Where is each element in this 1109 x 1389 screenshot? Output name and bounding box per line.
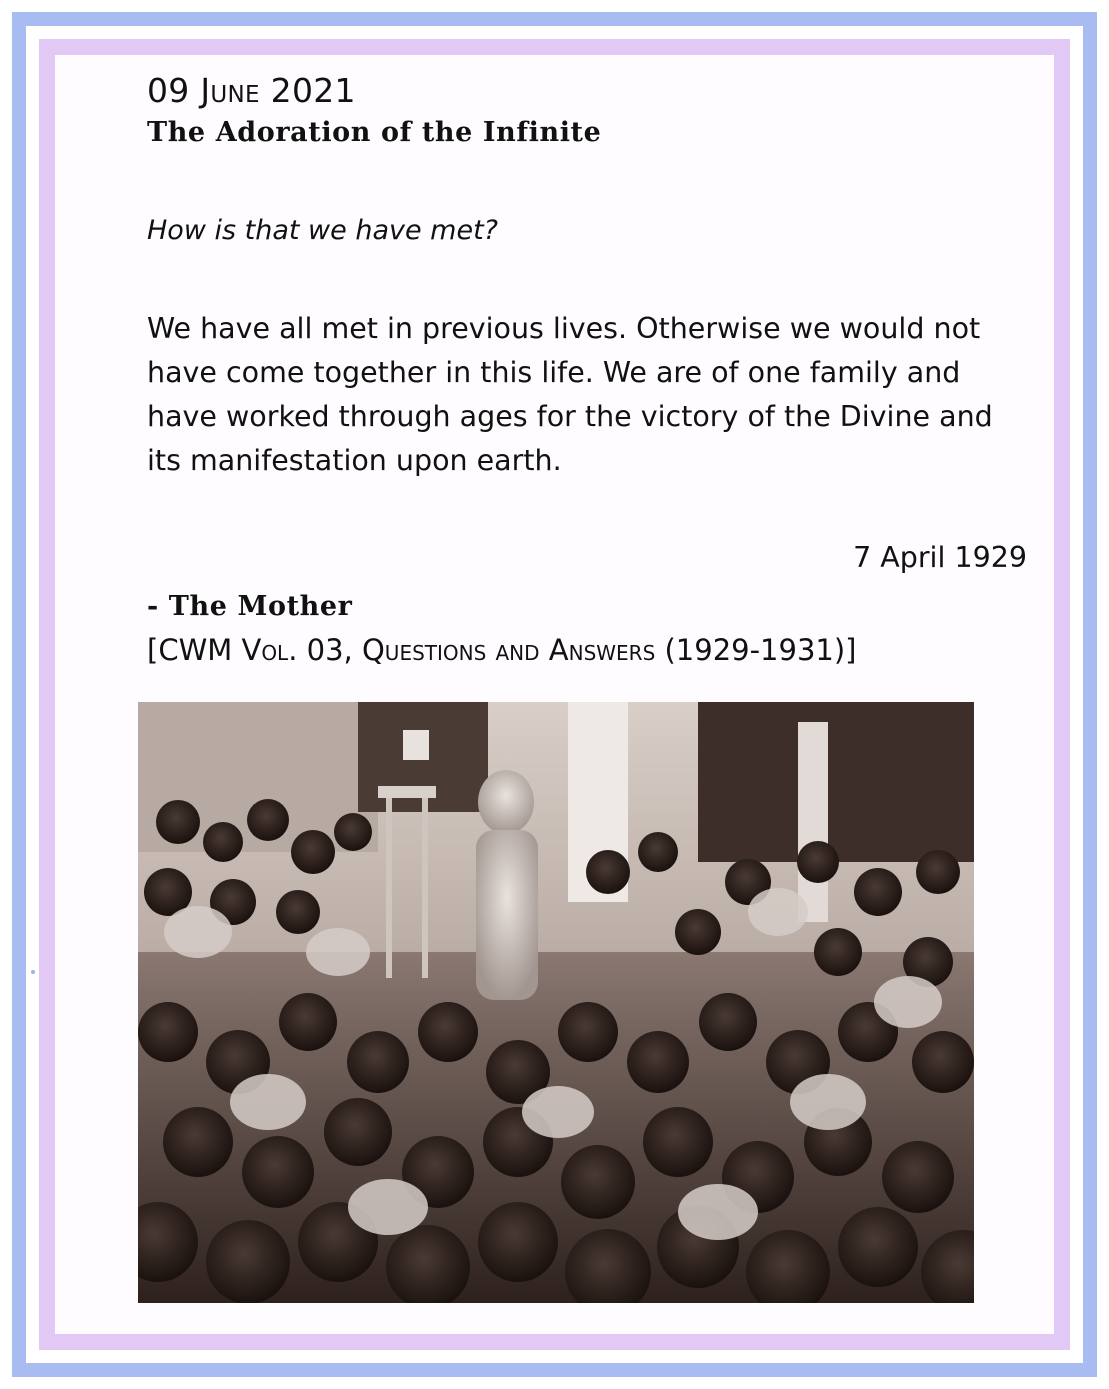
source-citation: [CWM Vol. 03, Questions and Answers (1929-1931)] — [147, 633, 857, 667]
crowd-gathering-photo — [138, 702, 974, 1303]
book-title: The Adoration of the Infinite — [147, 117, 602, 148]
author-signature: - The Mother — [147, 591, 353, 622]
historical-photograph — [138, 702, 974, 1303]
answer-paragraph: We have all met in previous lives. Otherwise we would not have come together in this life. We are of one family and have worked through ages for the victory of the Divine and its manifestation upon earth. — [147, 312, 993, 477]
post-date: 09 June 2021 — [147, 71, 356, 110]
stray-dot — [31, 970, 35, 974]
answer-date: 7 April 1929 — [853, 541, 1027, 574]
question-text: How is that we have met? — [147, 215, 498, 246]
